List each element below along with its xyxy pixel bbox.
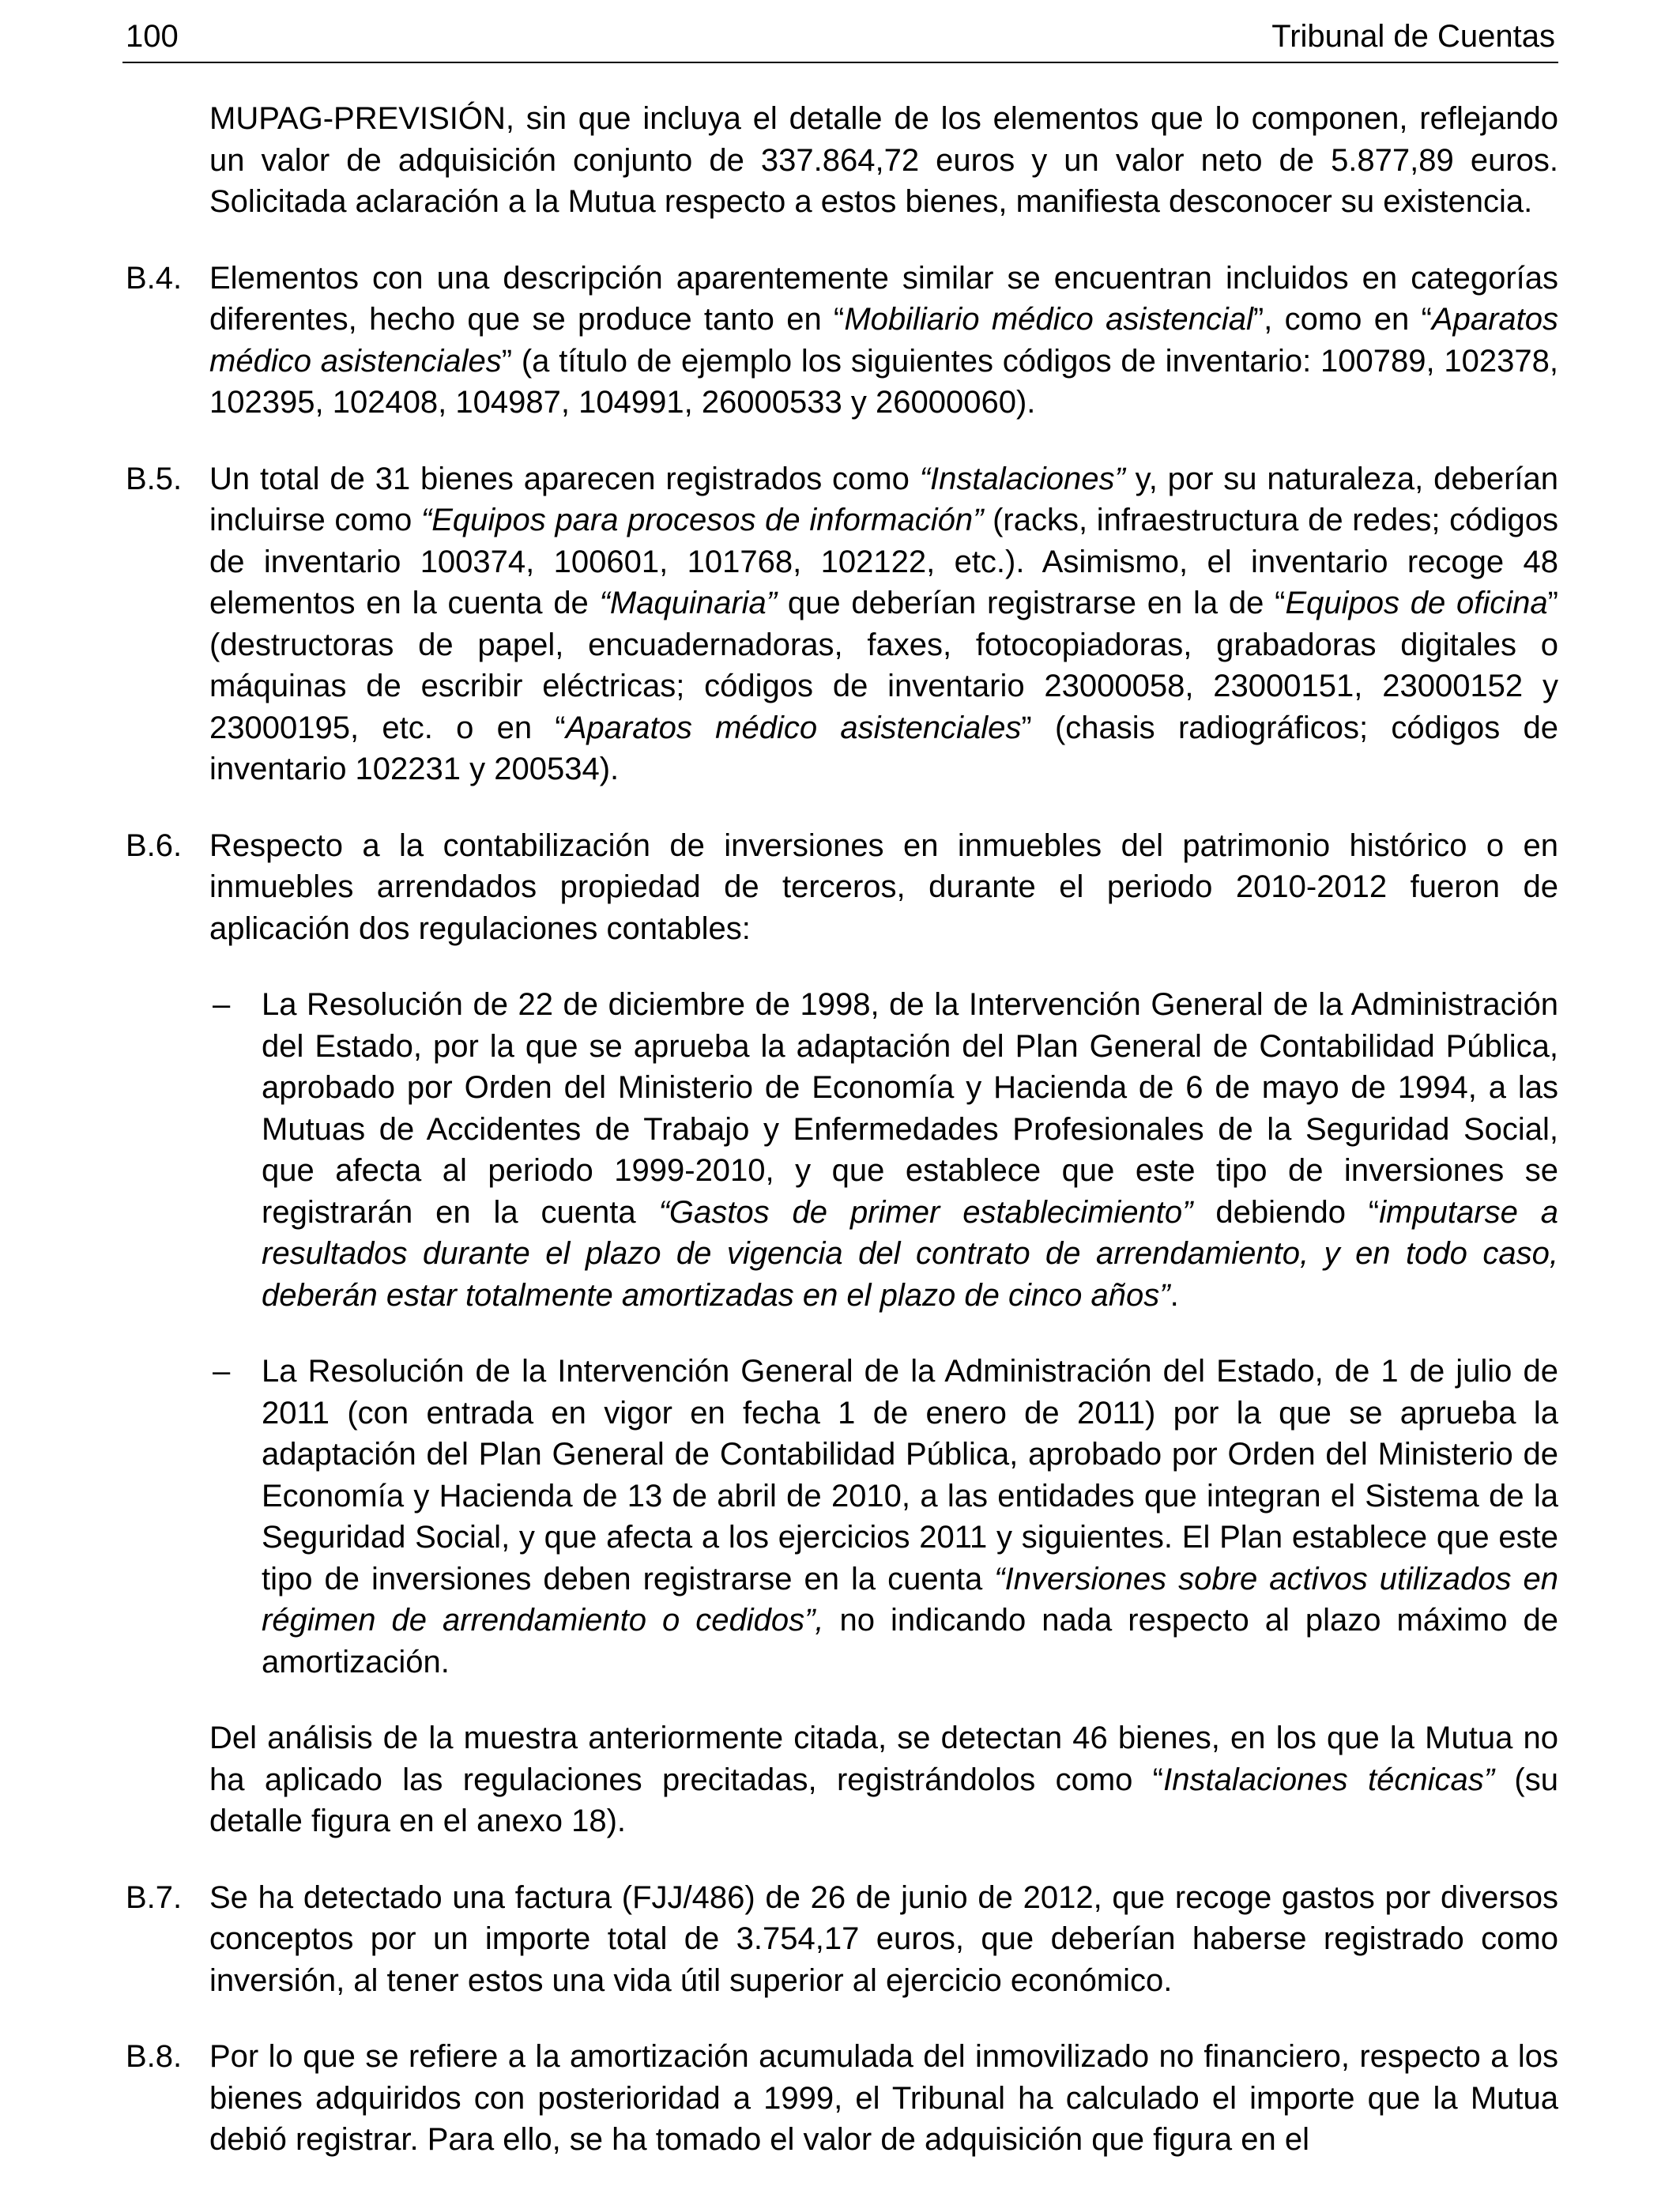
italic-term: “Equipos para procesos de información” (420, 503, 984, 537)
text-run: Del análisis de la muestra anteriormente citada, se detectan 46 bienes, en los que la Mutua no ha aplicado las regulaciones precitadas, registrándolos como “ (209, 1721, 1558, 1797)
section-b8 (122, 2036, 1558, 2161)
text-run: La Resolución de la Intervención General de la Administración del Estado, de 1 de julio de 2011 (con entrada en vigor en fecha 1 de enero de 2011) por la que se aprueba la adaptación del Plan General de Contabilidad Pública, aprobado por Orden del Ministerio de Economía y Hacienda de 13 de abril de 2010, a las entidades que integran el Sistema de la Seguridad Social, y que afecta a los ejercicios 2011 y siguientes. El Plan establece que este tipo de inversiones deben registrarse en la cuenta (262, 1354, 1558, 1596)
text-run: ” (chasis radiográficos; códigos de inventario 102231 y 200534). (209, 710, 1559, 786)
section-b7 (122, 1877, 1558, 2002)
text-run: . (1170, 1277, 1179, 1313)
section-label: B.6. (126, 827, 183, 863)
italic-term: “Maquinaria” (599, 586, 778, 620)
italic-term: Mobiliario médico asistencial (844, 302, 1253, 337)
italic-term: Aparatos médico asistenciales (209, 302, 1558, 379)
text-run: ” (destructoras de papel, encuadernadoras, faxes, fotocopiadoras, grabadoras digitales o máquinas de escribir eléctricas; códigos de inventario 23000058, 23000151, 23000152 y 23000195, etc. o en “ (209, 586, 1558, 745)
list-item (209, 1351, 1558, 1683)
analysis-paragraph (209, 1717, 1558, 1842)
text-run: (su detalle figura en el anexo 18). (209, 1762, 1558, 1838)
section-label: B.5. (126, 461, 183, 496)
dash-bullet: – (213, 987, 231, 1022)
italic-term: Equipos de oficina (1285, 586, 1548, 620)
page-header (122, 14, 1558, 63)
text-run: (racks, infraestructura de redes; códigos de inventario 100374, 100601, 101768, 102122, etc.). Asimismo, el inventario recoge 48 elementos en la cuenta de (209, 503, 1558, 620)
section-label: B.4. (126, 260, 183, 296)
regulation-list (209, 984, 1558, 1683)
running-title: Tribunal de Cuentas (1271, 19, 1555, 54)
italic-term: imputarse a resultados durante el plazo de vigencia del contrato de arrendamiento, y en todo caso, deberán estar totalmente amortizadas en el plazo de cinco años” (262, 1194, 1559, 1313)
italic-term: “Inversiones sobre activos utilizados en régimen de arrendamiento o cedidos”, (262, 1561, 1558, 1638)
text-run: Un total de 31 bienes aparecen registrados como (209, 461, 920, 496)
section-label: B.7. (126, 1879, 183, 1915)
text-run: Se ha detectado una factura (FJJ/486) de 26 de junio de 2012, que recoge gastos por diversos conceptos por un importe total de 3.754,17 euros, que deberían haberse registrado como inversión, al tener estos una vida útil superior al ejercicio económico. (209, 1879, 1558, 1998)
italic-term: “Gastos de primer establecimiento” (658, 1194, 1193, 1230)
section-b4 (122, 258, 1558, 424)
list-item (209, 984, 1558, 1316)
text-run: La Resolución de 22 de diciembre de 1998, de la Intervención General de la Administración del Estado, por la que se aprueba la adaptación del Plan General de Contabilidad Pública, aprobado por Orden del Ministerio de Economía y Hacienda de 6 de mayo de 1994, a las Mutuas de Accidentes de Trabajo y Enfermedades Profesionales de la Seguridad Social, que afecta al periodo 1999-2010, y que establece que este tipo de inversiones se registrarán en la cuenta (262, 987, 1558, 1230)
text-run: debiendo “ (1192, 1194, 1380, 1230)
italic-term: Instalaciones técnicas” (1163, 1762, 1495, 1797)
italic-term: “Instalaciones” (919, 461, 1125, 496)
italic-term: Aparatos médico asistenciales (565, 710, 1022, 745)
text-run: Elementos con una descripción aparentemente similar se encuentran incluidos en categorías diferentes, hecho que se produce tanto en “ (209, 260, 1558, 337)
document-body (122, 98, 1558, 2161)
text-run: que deberían registrarse en la de “ (777, 586, 1286, 620)
section-label: B.8. (126, 2039, 183, 2074)
text-run: no indicando nada respecto al plazo máximo de amortización. (262, 1603, 1558, 1679)
text-run: Por lo que se refiere a la amortización acumulada del inmovilizado no financiero, respecto a los bienes adquiridos con posterioridad a 1999, el Tribunal ha calculado el importe que la Mutua debió registrar. Para ello, se ha tomado el valor de adquisición que figura en el (209, 2039, 1558, 2157)
dash-bullet: – (213, 1354, 231, 1389)
text-run: ”, como en “ (1252, 302, 1432, 337)
text-run: ” (a título de ejemplo los siguientes códigos de inventario: 100789, 102378, 102395, 102408, 104987, 104991, 26000533 y 26000060). (209, 343, 1559, 420)
section-b6 (122, 825, 1558, 950)
text-run: y, por su naturaleza, deberían incluirse como (209, 461, 1558, 537)
intro-paragraph: MUPAG-PREVISIÓN, sin que incluya el detalle de los elementos que lo componen, reflejando un valor de adquisición conjunto de 337.864,72 euros y un valor neto de 5.877,89 euros. Solicitada aclaración a la Mutua respecto a estos bienes, manifiesta desconocer su existencia. (209, 101, 1558, 219)
section-b5 (122, 458, 1558, 790)
text-run: Respecto a la contabilización de inversiones en inmuebles del patrimonio histórico o en inmuebles arrendados propiedad de terceros, durante el periodo 2010-2012 fueron de aplicación dos regulaciones contables: (209, 827, 1558, 946)
page-number: 100 (126, 19, 179, 54)
